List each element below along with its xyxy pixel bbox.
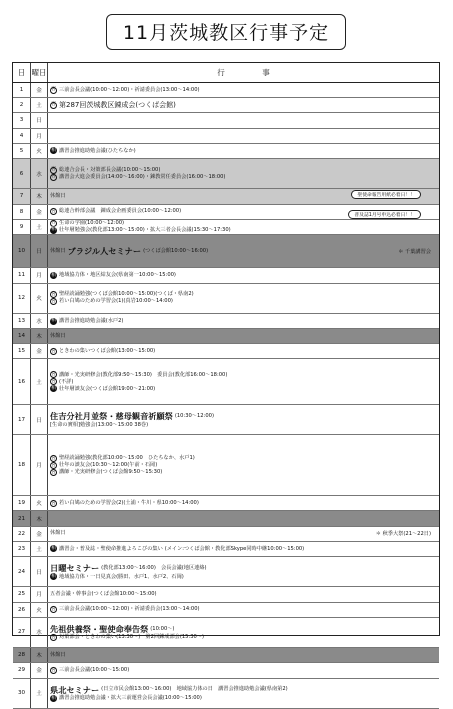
cell-day: 25 [13, 587, 31, 601]
table-row [13, 235, 439, 268]
schedule-table [12, 62, 440, 702]
cell-weekday: 金 [31, 527, 48, 541]
event-badge-icon: 宮 [51, 298, 56, 304]
event-text: 地域協力体・地区結友会(県南第一10:00～15:00) [59, 272, 176, 279]
cell-events [48, 98, 439, 112]
cell-events [48, 344, 439, 358]
cell-day: 28 [13, 648, 31, 662]
event-badge-icon: 宮 [51, 102, 56, 108]
event-line [50, 371, 439, 378]
cell-day: 5 [13, 144, 31, 158]
event-badge-icon: 宮 [51, 87, 56, 93]
event-line [50, 167, 439, 174]
event-text: 第287回茨城教区錬成会(つくば会館) [59, 100, 176, 109]
event-detail: (10:00～) [150, 625, 175, 632]
event-text: 総連合会長・対策部長会議(10:00～15:00) [59, 166, 161, 173]
table-row [13, 189, 439, 204]
event-badge-icon: 宮 [51, 291, 56, 297]
cell-weekday: 水 [31, 314, 48, 328]
event-line [50, 385, 439, 392]
table-row [13, 527, 439, 542]
event-text: 壮年層談友会(つくば会館19:00～21:00) [59, 385, 156, 392]
event-text: 三前会長会議(10:00～15:00) [59, 667, 130, 674]
event-text: 総連合幹部会議 錬成会企画委員会(10:00～12:00) [59, 208, 182, 215]
event-badge-icon: 相 [51, 272, 56, 278]
event-text: 講師・光実研修会(つくば会館9:50～15:30) [59, 469, 163, 476]
cell-weekday: 火 [31, 496, 48, 510]
cell-weekday: 日 [31, 113, 48, 127]
event-highlight: 県北セミナー [50, 684, 100, 695]
table-row [13, 205, 439, 220]
table-header [13, 63, 439, 83]
cell-events [48, 359, 439, 404]
event-line [50, 545, 439, 552]
table-row [13, 220, 439, 235]
event-text: 聖経読誦勉強(つくば会館10:00～15:00)(つくば・県南2) [59, 291, 194, 298]
event-text: 対策部会・ときわの集い(13:30～) 第2回錬成部会(15:30～) [59, 634, 205, 641]
table-row [13, 496, 439, 511]
event-line [50, 333, 439, 340]
cell-day: 2 [13, 98, 31, 112]
cell-day: 8 [13, 205, 31, 219]
table-row [13, 129, 439, 144]
cell-events [48, 83, 439, 97]
event-text: 講習会推進助勉会議(ひたちなか) [59, 147, 136, 154]
cell-weekday: 木 [31, 648, 48, 662]
event-text: 壮年の談友会(10:30～12:00(午前・石岡) [59, 462, 158, 469]
cell-day: 11 [13, 268, 31, 282]
event-line [50, 500, 439, 507]
cell-day: 30 [13, 679, 31, 708]
event-badge-icon: 宮 [51, 167, 56, 173]
cell-day: 9 [13, 220, 31, 234]
event-badge-icon: 宮 [51, 348, 56, 354]
event-badge-icon: 相 [51, 546, 56, 552]
cell-day: 22 [13, 527, 31, 541]
cell-weekday: 金 [31, 344, 48, 358]
event-line [50, 667, 439, 674]
event-detail: (10:30～12:00) [174, 413, 214, 420]
cell-day: 6 [13, 159, 31, 188]
cell-weekday: 月 [31, 268, 48, 282]
cell-events [48, 663, 439, 677]
event-text: 若い白鳩のための学習会(2)(土浦・牛川・県10:00～14:00) [59, 500, 199, 507]
cell-events [48, 284, 439, 313]
event-badge-icon: 宮 [51, 208, 56, 214]
cell-day: 13 [13, 314, 31, 328]
event-text: 生命の学園(10:00～12:00) [59, 220, 125, 227]
cell-weekday: 土 [31, 679, 48, 708]
event-text: 講師・光実研修会(教化部9:50～15:30) 委員会(教化部16:00～18:00) [59, 371, 228, 378]
event-line [50, 573, 439, 580]
event-line [50, 634, 439, 641]
event-badge-icon: 宮 [51, 378, 56, 384]
cell-day: 29 [13, 663, 31, 677]
table-row [13, 113, 439, 128]
event-text: 休館日 [50, 332, 66, 339]
event-line [50, 563, 439, 573]
event-text: ときわの集いつくば会館(13:00～15:00) [59, 348, 156, 355]
cell-day: 19 [13, 496, 31, 510]
cell-events [48, 205, 439, 219]
table-body [13, 83, 439, 709]
cell-day: 14 [13, 329, 31, 343]
table-row [13, 314, 439, 329]
cell-weekday: 金 [31, 663, 48, 677]
event-detail: (メイン:つくば会館・教化部Skype同時中継10:00～15:00) [164, 545, 305, 552]
event-line [50, 455, 439, 462]
header-events: 行 事 [217, 68, 270, 77]
cell-weekday: 土 [31, 542, 48, 556]
cell-weekday: 水 [31, 618, 48, 647]
event-badge-icon: 宮 [51, 469, 56, 475]
deadline-badge: 聖使命報告用紙必着日！！ [351, 190, 421, 199]
event-line [50, 87, 439, 94]
cell-weekday: 土 [31, 359, 48, 404]
cell-weekday: 月 [31, 129, 48, 143]
cell-events [48, 268, 439, 282]
event-badge-icon: 宮 [51, 634, 56, 640]
event-text: 聖経読誦勉強(教化部10:00～15:00 ひたちなか、水戸1) [59, 455, 195, 462]
event-line [50, 462, 439, 469]
cell-events [48, 527, 439, 541]
event-text: 三前会長会議(10:00～12:00)・祈請委員会(13:00～14:00) [59, 606, 200, 613]
table-row [13, 618, 439, 648]
cell-events [48, 542, 439, 556]
event-badge-icon: 相 [51, 148, 56, 154]
event-text: 講習会推進助勉会議(水戸2) [59, 317, 124, 324]
event-text: 講習会・普及誌・聖使命推進よろこびの集い [59, 545, 163, 552]
event-badge-icon: 宮 [51, 220, 56, 226]
event-line [50, 272, 439, 279]
cell-day: 26 [13, 603, 31, 617]
cell-events [48, 129, 439, 143]
cell-events [48, 314, 439, 328]
cell-events [48, 235, 439, 267]
deadline-badge: 普及誌1月号申込必着日！！ [348, 210, 421, 219]
event-text: 休館日 [50, 652, 66, 658]
table-row [13, 359, 439, 405]
cell-day: 16 [13, 359, 31, 404]
cell-weekday: 水 [31, 159, 48, 188]
cell-weekday: 木 [31, 511, 48, 525]
cell-events [48, 220, 439, 234]
cell-events [48, 618, 439, 647]
table-row [13, 679, 439, 709]
cell-weekday: 火 [31, 144, 48, 158]
event-badge-icon: 宮 [51, 371, 56, 377]
cell-day: 17 [13, 405, 31, 434]
cell-weekday: 日 [31, 235, 48, 267]
cell-weekday: 火 [31, 603, 48, 617]
cell-day: 12 [13, 284, 31, 313]
cell-events [48, 189, 439, 203]
cell-weekday: 木 [31, 329, 48, 343]
cell-events [48, 603, 439, 617]
cell-day: 1 [13, 83, 31, 97]
event-detail: (日立市民会館13:00～16:00) 地域協力体の日 講習会推進助勉会議(県南第2) [101, 686, 288, 693]
event-badge-icon: 宮 [51, 500, 56, 506]
event-text: 若い白鳩のための学習会(1)(真岩10:00～14:00) [59, 298, 173, 305]
event-badge-icon: 宮 [51, 606, 56, 612]
event-badge-icon: 宮 [51, 174, 56, 180]
event-detail: (教化部13:00～16:00) 会長会議(地区連絡) [101, 564, 207, 571]
cell-weekday: 金 [31, 205, 48, 219]
event-highlight: 先祖供養祭・聖使命奉告祭 [50, 623, 149, 634]
table-row [13, 511, 439, 526]
cell-events [48, 113, 439, 127]
cell-events [48, 159, 439, 188]
event-text: 三前会長会議(10:00～12:00)・祈請委員会(13:00～14:00) [59, 86, 200, 93]
cell-weekday: 木 [31, 189, 48, 203]
table-row [13, 144, 439, 159]
cell-events [48, 496, 439, 510]
table-row [13, 284, 439, 314]
cell-events [48, 144, 439, 158]
cell-day: 4 [13, 129, 31, 143]
event-badge-icon: 相 [51, 695, 56, 701]
event-badge-icon: 相 [51, 227, 56, 233]
event-line [50, 411, 439, 421]
event-line [50, 606, 439, 613]
table-row [13, 587, 439, 602]
event-line [50, 220, 439, 227]
event-text: (不詳) [59, 378, 74, 385]
event-badge-icon: 宮 [51, 455, 56, 461]
table-row [13, 557, 439, 587]
cell-events [48, 679, 439, 708]
event-line [50, 695, 439, 702]
event-text: 休館日 [50, 193, 66, 200]
table-row [13, 344, 439, 359]
event-line [50, 378, 439, 385]
event-line [50, 227, 439, 234]
header-day: 日 [13, 63, 31, 82]
event-text: 講習会推進助勉会議・拡大三前運営会長会議(10:00～15:00) [59, 695, 202, 702]
event-detail: (つくば会館10:00～16:00) [143, 247, 209, 254]
event-text: 五者会議・幹事会(つくば会館10:00～15:00) [50, 591, 157, 598]
cell-day: 15 [13, 344, 31, 358]
cell-weekday: 金 [31, 83, 48, 97]
cell-events [48, 405, 439, 434]
event-highlight: ブラジル人セミナー [67, 245, 142, 256]
cell-events [48, 435, 439, 495]
cell-weekday: 月 [31, 587, 48, 601]
table-row [13, 98, 439, 113]
event-line [50, 318, 439, 325]
cell-weekday: 日 [31, 557, 48, 586]
table-row [13, 268, 439, 283]
event-line [50, 422, 439, 429]
cell-day: 23 [13, 542, 31, 556]
event-line [50, 469, 439, 476]
cell-day: 24 [13, 557, 31, 586]
event-line [50, 174, 439, 181]
event-highlight: 住吉分社月並祭・慈母観音祈願祭 [50, 411, 173, 422]
event-text: 壮年層勉強会(教化部13:00～15:00)・拡大三者会長会議(15:30～17:30) [59, 227, 231, 234]
event-line [50, 624, 439, 634]
cell-weekday: 日 [31, 405, 48, 434]
table-row [13, 435, 439, 496]
event-line [50, 101, 439, 110]
table-row [13, 329, 439, 344]
cell-events [48, 587, 439, 601]
event-line [50, 685, 439, 695]
event-line [50, 591, 439, 598]
side-note: ＊ 秋季大祭(21～22日) [375, 531, 431, 538]
event-highlight: 日曜セミナー [50, 563, 100, 574]
cell-day: 27 [13, 618, 31, 647]
cell-events [48, 511, 439, 525]
cell-events [48, 648, 439, 662]
event-badge-icon: 相 [51, 385, 56, 391]
event-line [50, 298, 439, 305]
event-line [50, 147, 439, 154]
table-row [13, 405, 439, 435]
table-row [13, 542, 439, 557]
cell-day: 21 [13, 511, 31, 525]
cell-weekday: 月 [31, 435, 48, 495]
cell-day: 3 [13, 113, 31, 127]
cell-weekday: 火 [31, 284, 48, 313]
event-badge-icon: 宮 [51, 462, 56, 468]
table-row [13, 83, 439, 98]
cell-events [48, 557, 439, 586]
event-text: 講習会大進会委員会(14:00～16:00)・錬教常任委員会(16:00～18:00) [59, 173, 226, 180]
table-row [13, 648, 439, 663]
event-text: 休館日 [50, 247, 66, 254]
table-row [13, 159, 439, 189]
cell-weekday: 土 [31, 220, 48, 234]
cell-day: 10 [13, 235, 31, 267]
page-title: 11月茨城教区行事予定 [106, 14, 346, 50]
event-text: 休館日 [50, 530, 66, 537]
event-text: [生命の實相]勉強会(13:00～15:00 38巻) [50, 421, 149, 428]
cell-weekday: 土 [31, 98, 48, 112]
cell-day: 7 [13, 189, 31, 203]
event-badge-icon: 相 [51, 318, 56, 324]
event-badge-icon: 宮 [51, 667, 56, 673]
side-note: ＊ 千葉講習会 [398, 248, 431, 255]
cell-day: 18 [13, 435, 31, 495]
event-line [50, 348, 439, 355]
event-line [50, 246, 439, 256]
event-badge-icon: 相 [51, 574, 56, 579]
event-text: 地域協力体・一日見真会(勝田、水戸1、水戸2、石岡) [59, 573, 184, 580]
event-line [50, 652, 439, 659]
table-row [13, 603, 439, 618]
cell-events [48, 329, 439, 343]
header-weekday: 曜日 [31, 63, 48, 82]
table-row [13, 663, 439, 678]
